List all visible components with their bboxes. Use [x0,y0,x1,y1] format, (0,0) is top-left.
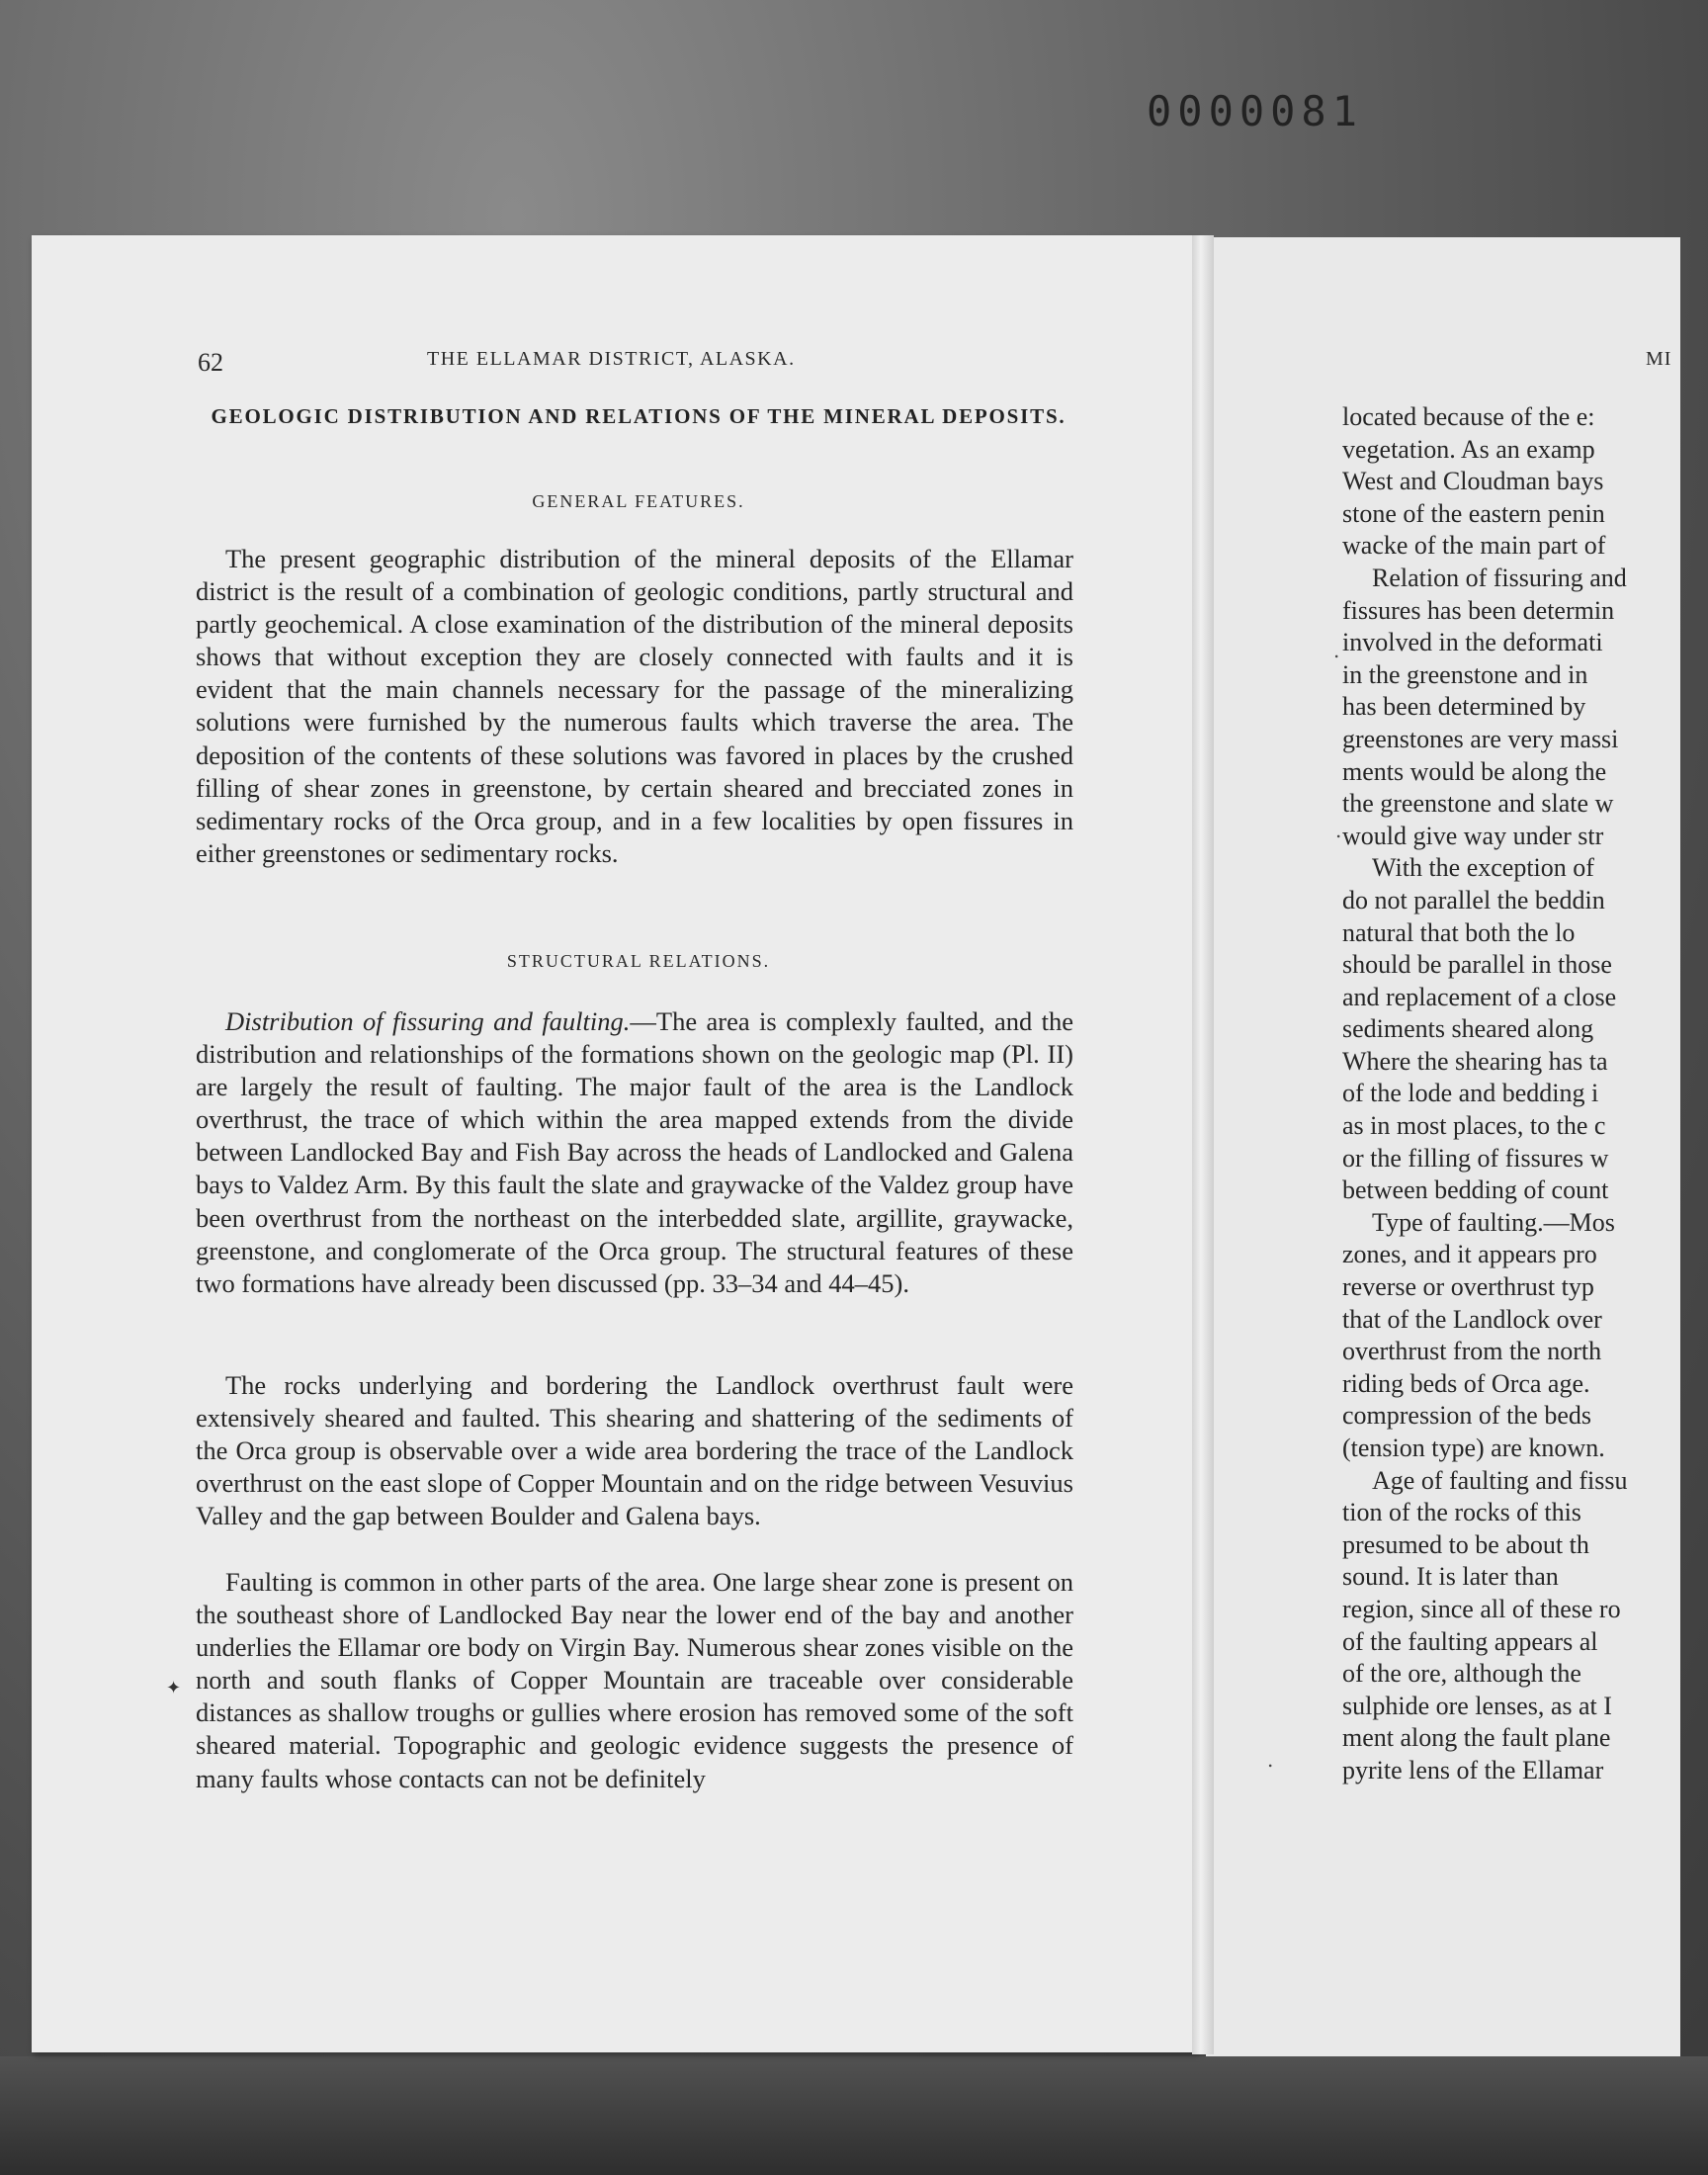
right-page-line: zones, and it appears pro [1342,1240,1597,1269]
right-page-line: sediments sheared along [1342,1014,1594,1044]
section-heading-structural: STRUCTURAL RELATIONS. [506,951,771,971]
right-page-line: would give way under str [1342,821,1604,850]
margin-dot-icon: . [1333,639,1340,662]
paragraph-text [196,1005,1073,1300]
right-page-line: greenstones are very massi [1342,724,1619,753]
margin-dot-icon: . [1267,1748,1274,1772]
right-page-line: Type of faulting.—Mos [1372,1207,1615,1237]
right-page-line: between bedding of count [1342,1175,1609,1205]
right-page-line: Where the shearing has ta [1342,1046,1608,1076]
right-page-line: sulphide ore lenses, as at I [1342,1691,1612,1720]
right-page-line: tion of the rocks of this [1342,1498,1581,1527]
paragraph-run-in-title: Distribution of fissuring and faulting. [225,1006,631,1036]
paragraph-rocks [196,1369,1073,1532]
paragraph-general-features [196,543,1073,870]
main-heading: GEOLOGIC DISTRIBUTION AND RELATIONS OF THE MINERAL DEPOSITS. [211,404,1067,428]
right-page-line: as in most places, to the c [1342,1111,1606,1141]
right-page-line: has been determined by [1342,692,1586,722]
right-page-line: do not parallel the beddin [1342,885,1605,914]
right-running-title: MI [1646,348,1672,370]
right-page-line: With the exception of [1372,853,1594,883]
paragraph-text: The present geographic distribution of the mineral deposits of the Ellamar district is the result of a combination of geologic conditions, partly structural and partly geochemical. A close examination of the distribution of the mineral deposits shows that without exception they are closely connected with faults and it is evident that the main channels necessary for the passage of the mineralizing solutions were furnished by the numerous faults which traverse the area. The deposition of the contents of these solutions was favored in places by the crushed filling of shear zones in greenstone, by certain sheared and brecciated zones in sedimentary rocks of the Orca group, and in a few localities by open fissures in either greenstones or sedimentary rocks. [196,544,1073,868]
paragraph-distribution [196,1005,1073,1300]
margin-dot-icon: . [1335,819,1342,842]
paragraph-text: The rocks underlying and bordering the Landlock overthrust fault were extensively sheared and faulted. This shearing and shattering of the sediments of the Orca group is observable over a wide area bordering the trace of the Landlock overthrust on the east slope of Copper Mountain and on the ridge between Vesuvius Valley and the gap between Boulder and Galena bays. [196,1370,1073,1531]
right-page-line: or the filling of fissures w [1342,1143,1609,1173]
right-page-line: vegetation. As an examp [1342,434,1595,464]
right-page-line: presumed to be about th [1342,1529,1589,1559]
right-page-line: should be parallel in those [1342,950,1612,980]
right-page-line: Age of faulting and fissu [1372,1465,1628,1495]
right-page-line: of the ore, although the [1342,1659,1581,1689]
paragraph-text: Faulting is common in other parts of the area. One large shear zone is present on the southeast shore of Landlocked Bay near the lower end of the bay and another underlies the Ellamar ore body on Virgin Bay. Numerous shear zones visible on the north and south flanks of Copper Mountain are traceable over considerable distances as shallow troughs or gullies where erosion has removed some of the soft sheared material. Topographic and geologic evidence suggests the presence of many faults whose contacts can not be definitely [196,1567,1073,1793]
right-page-line: reverse or overthrust typ [1342,1272,1594,1302]
right-page-line: and replacement of a close [1342,982,1617,1011]
book-gutter [1192,235,1214,2054]
right-page-line: fissures has been determin [1342,595,1615,625]
right-page-line: overthrust from the north [1342,1337,1602,1366]
paragraph-body: —The area is complexly faulted, and the distribution and relationships of the formations shown on the geologic map (Pl. II) are largely the result of faulting. The major fault of the area is the Landlock overthrust, the trace of which within the area mapped extends from the divide between Landlocked Bay and Fish Bay across the heads of Landlocked and Galena bays to Valdez Arm. By this fault the slate and graywacke of the Valdez group have been overthrust from the northeast on the interbedded slate, argillite, graywacke, greenstone, and conglomerate of the Orca group. The structural features of these two formations have already been discussed (pp. 33–34 and 44–45). [196,1006,1073,1298]
right-page-line: wacke of the main part of [1342,531,1606,561]
scan-bottom-shadow [0,2056,1708,2175]
right-page-line: in the greenstone and in [1342,659,1588,689]
right-page-line: West and Cloudman bays [1342,467,1604,496]
margin-mark-icon: ✦ [166,1678,182,1698]
right-page-line: of the lode and bedding i [1342,1079,1599,1108]
right-page-line: sound. It is later than [1342,1562,1559,1592]
right-page-line: riding beds of Orca age. [1342,1368,1590,1398]
right-page-line: that of the Landlock over [1342,1304,1602,1334]
running-title: THE ELLAMAR DISTRICT, ALASKA. [427,348,796,370]
right-page-line: pyrite lens of the Ellamar [1342,1755,1604,1784]
section-heading-general: GENERAL FEATURES. [532,491,745,511]
right-page-line: located because of the e: [1342,402,1595,431]
right-page-line: natural that both the lo [1342,917,1576,947]
right-page-line: (tension type) are known. [1342,1434,1605,1462]
right-page-text [1342,401,1678,1874]
right-page-line: the greenstone and slate w [1342,789,1614,819]
right-page-line: stone of the eastern penin [1342,498,1605,528]
page-number: 62 [198,348,223,377]
right-page-line: of the faulting appears al [1342,1626,1598,1656]
frame-number: 0000081 [1147,87,1364,135]
right-page-line: compression of the beds [1342,1401,1592,1431]
right-page-line: ments would be along the [1342,756,1607,786]
right-page-line: involved in the deformati [1342,628,1603,657]
right-page-line: ment along the fault plane [1342,1723,1611,1753]
paragraph-faulting [196,1566,1073,1795]
right-page-line: region, since all of these ro [1342,1594,1621,1623]
right-page-line: Relation of fissuring and [1372,563,1627,592]
